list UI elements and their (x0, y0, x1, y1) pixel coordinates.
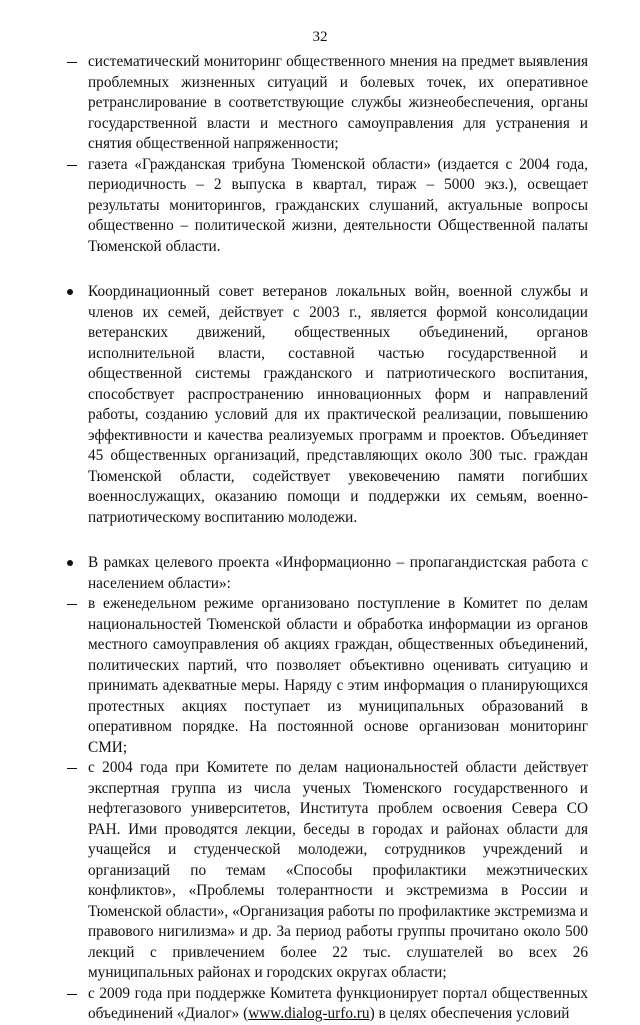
list-item-dialog-portal (66, 984, 588, 1025)
paragraph-spacer (66, 257, 588, 282)
list-item-text: Координационный совет ветеранов локальных войн, военной службы и членов их семей, действует с 2003 г., является формой консолидации ветеранских движений, общественных объединений, органов исполнительной власти, составной частью государственной и общественной системы гражданского и патриотического воспитания, способствует распространению инновационных форм и направлений работы, созданию условий для их практической реализации, повышению эффективности и качества реализуемых программ и проектов. Объединяет 45 общественных организаций, представляющих около 300 тыс. граждан Тюменской области, содействует увековечению памяти погибших военнослужащих, оказанию помощи и поддержки их семьям, военно-патриотическому воспитанию молодежи. (88, 283, 588, 526)
list-item-target-project (66, 553, 588, 594)
list-item-text: с 2004 года при Комитете по делам национальностей области действует экспертная группа из числа ученых Тюменского государственного и нефтегазового университетов, Института проблем освоения Севера СО РАН. Ими проводятся лекции, беседы в городах и районах области для учащейся и студенческой молодежи, сотрудников учреждений и организаций по темам «Способы профилактики межэтнических конфликтов», «Проблемы толерантности и экстремизма в России и Тюменской области», «Организация работы по профилактике экстремизма и правового нигилизма» и др. За период работы группы прочитано около 500 лекций с привлечением более 22 тыс. слушателей во всех 26 муниципальных районах и городских округах области; (88, 759, 588, 981)
page-number: 32 (312, 29, 328, 45)
portal-link[interactable]: www.dialog-urfo.ru (248, 1005, 370, 1022)
list-item-weekly-info (66, 594, 588, 758)
list-item-text: систематический мониторинг общественного мнения на предмет выявления проблемных жизненных ситуаций и болевых точек, их оперативное ретранслирование в соответствующие службы жизнеобеспечения, органы государственной власти и местного самоуправления для устранения и снятия общественной напряженности; (88, 53, 588, 152)
list-item-text: в еженедельном режиме организовано поступление в Комитет по делам национальностей Тюменской области и обработка информации из органов местного самоуправления об акциях граждан, общественных объединений, политических партий, что позволяет объективно оценивать ситуацию и принимать адекватные меры. Наряду с этим информация о планирующихся протестных акциях поступает из муниципальных образований в оперативном порядке. На постоянной основе организован мониторинг СМИ; (88, 595, 588, 756)
list-item-text-before: с 2009 года при поддержке Комитета функционирует портал общественных объединений «Диалог» ( (88, 984, 588, 1022)
document-body (66, 52, 588, 1025)
paragraph-spacer (66, 528, 588, 553)
list-item-text: газета «Гражданская трибуна Тюменской области» (издается с 2004 года, периодичность – 2 выпуска в квартал, тираж – 5000 экз.), освещает результаты мониторингов, гражданских слушаний, актуальные вопросы общественно – политической жизни, деятельности Общественной палаты Тюменской области. (88, 155, 588, 255)
list-item-text: В рамках целевого проекта «Информационно – пропагандистская работа с населением области»: (88, 554, 588, 592)
list-item-text-after: ) в целях обеспечения условий (369, 1005, 570, 1022)
list-item-newspaper (66, 155, 588, 258)
list-item-monitoring (66, 52, 588, 155)
list-item-expert-group (66, 758, 588, 984)
list-item-veterans-council (66, 282, 588, 528)
